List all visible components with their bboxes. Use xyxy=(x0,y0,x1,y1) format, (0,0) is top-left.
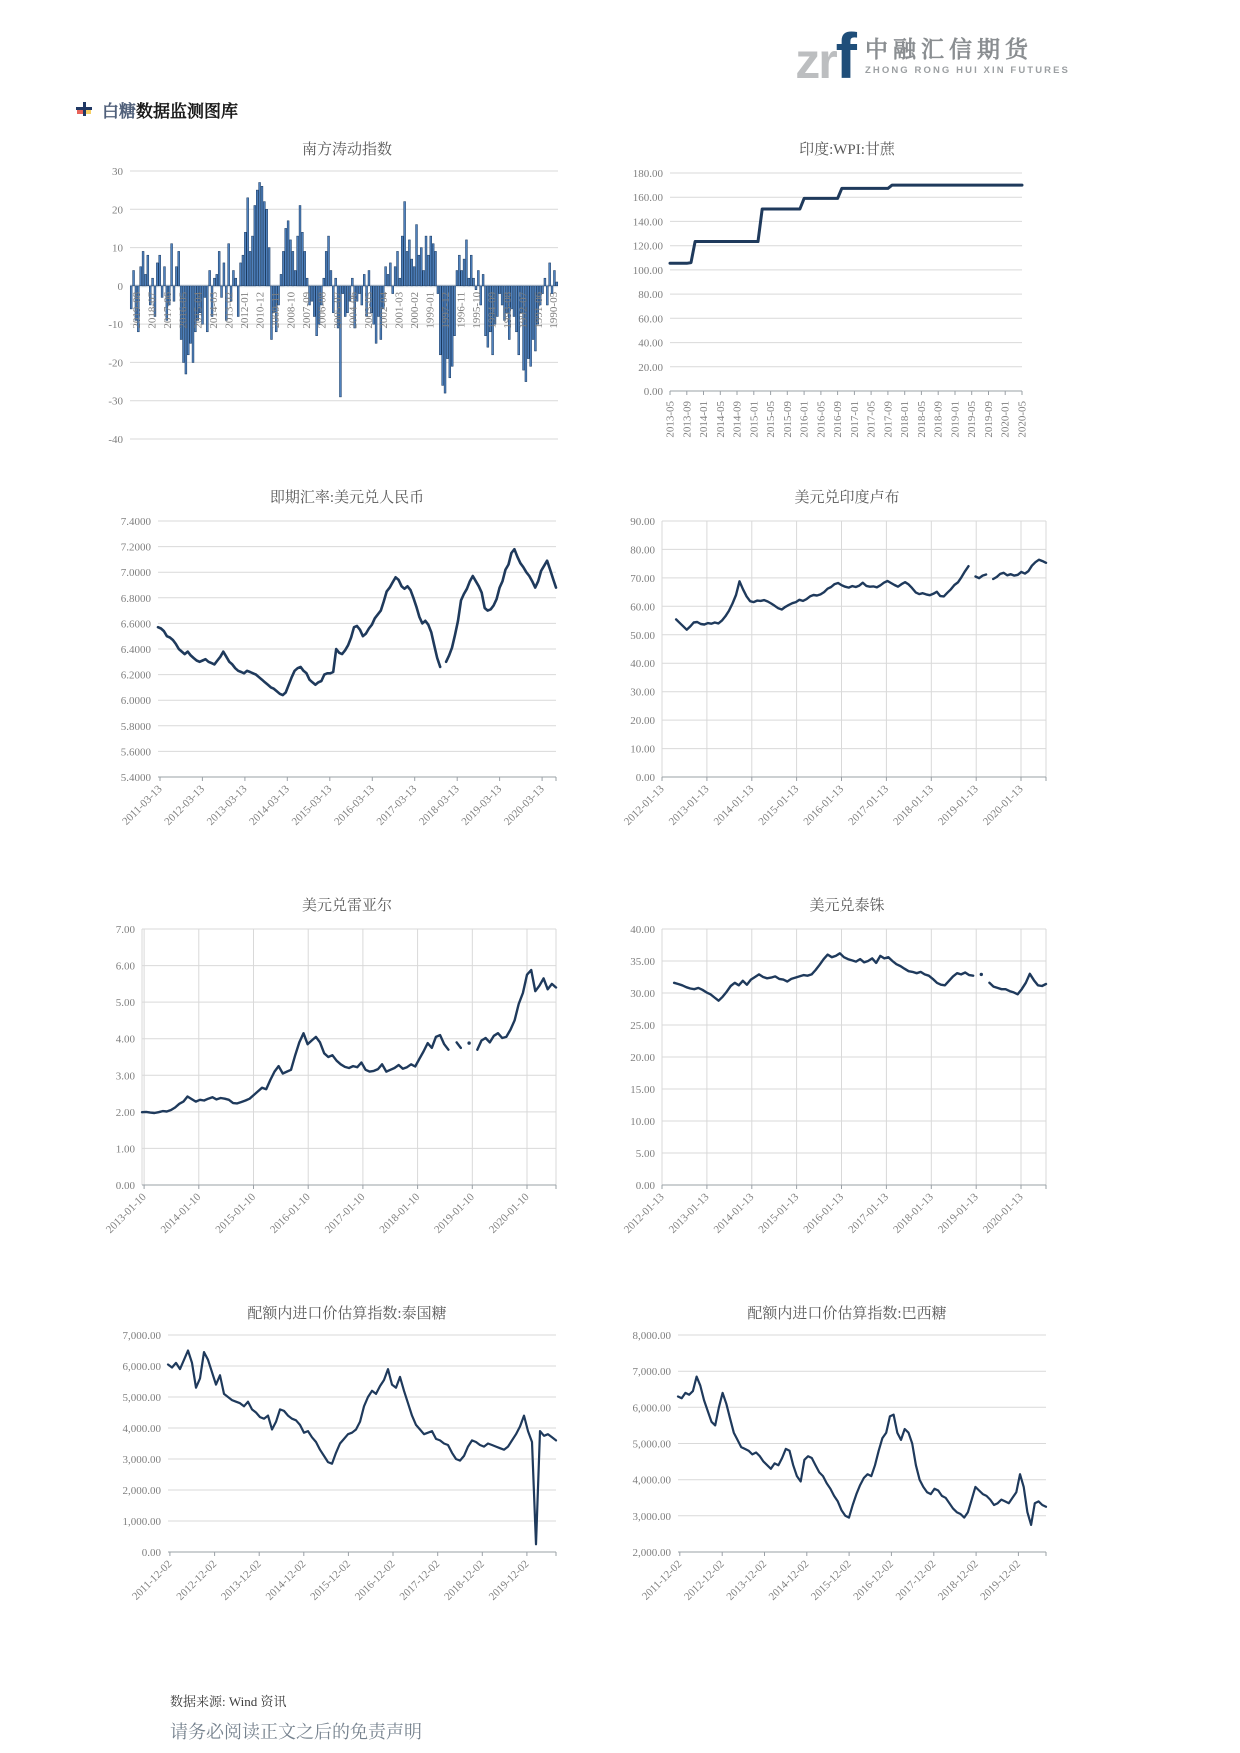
svg-text:2018-01-10: 2018-01-10 xyxy=(377,1191,423,1236)
svg-text:2015-09: 2015-09 xyxy=(781,401,794,438)
svg-text:2013-05: 2013-05 xyxy=(664,401,677,438)
svg-text:2013-09: 2013-09 xyxy=(681,401,694,438)
chart-canvas-wpi xyxy=(582,161,1062,461)
svg-text:1992-07: 1992-07 xyxy=(517,291,530,329)
svg-text:70.00: 70.00 xyxy=(630,572,655,585)
svg-text:0.00: 0.00 xyxy=(635,772,655,784)
svg-text:2019-01: 2019-01 xyxy=(949,401,962,438)
svg-text:2013-02: 2013-02 xyxy=(223,291,236,329)
svg-text:7.2000: 7.2000 xyxy=(120,541,151,554)
svg-text:2016-05: 2016-05 xyxy=(177,291,190,329)
svg-text:5.6000: 5.6000 xyxy=(120,746,151,759)
svg-text:2013-01-10: 2013-01-10 xyxy=(103,1191,149,1236)
svg-text:7.00: 7.00 xyxy=(115,924,135,936)
svg-text:-20: -20 xyxy=(108,357,123,370)
svg-text:10.00: 10.00 xyxy=(630,743,655,756)
page-title xyxy=(102,97,238,122)
svg-text:2017-05: 2017-05 xyxy=(865,401,878,438)
svg-text:80.00: 80.00 xyxy=(638,289,663,302)
svg-text:2016-01-10: 2016-01-10 xyxy=(268,1191,313,1236)
svg-text:20.00: 20.00 xyxy=(630,715,655,728)
svg-text:6.8000: 6.8000 xyxy=(120,592,151,605)
svg-text:140.00: 140.00 xyxy=(632,216,663,229)
svg-text:7,000.00: 7,000.00 xyxy=(632,1366,671,1379)
page-header xyxy=(0,0,1240,92)
svg-text:2014-01-13: 2014-01-13 xyxy=(711,1191,757,1236)
chart-canvas-brazil-sugar xyxy=(582,1325,1062,1660)
svg-text:6,000.00: 6,000.00 xyxy=(122,1361,161,1373)
svg-text:2003-05: 2003-05 xyxy=(362,291,375,329)
logo-zr-text: zr xyxy=(795,32,836,89)
svg-text:2013-03-13: 2013-03-13 xyxy=(204,783,250,828)
svg-text:2020-03-13: 2020-03-13 xyxy=(501,783,547,828)
chart-title: 美元兑印度卢布 xyxy=(794,490,900,506)
chart-title: 配额内进口价估算指数:泰国糖 xyxy=(247,1306,447,1322)
svg-text:2011-12-02: 2011-12-02 xyxy=(130,1558,175,1603)
chart-title: 美元兑泰铢 xyxy=(809,898,885,914)
chart-canvas-inr xyxy=(582,509,1062,869)
chart-canvas-thai-sugar xyxy=(72,1325,572,1660)
svg-text:5.8000: 5.8000 xyxy=(120,720,151,733)
chart-southern-oscillation-index xyxy=(72,138,582,466)
svg-text:2000-02: 2000-02 xyxy=(409,291,422,329)
svg-text:4,000.00: 4,000.00 xyxy=(122,1423,161,1435)
svg-text:5,000.00: 5,000.00 xyxy=(632,1438,671,1451)
svg-text:40.00: 40.00 xyxy=(630,658,655,671)
svg-text:2018-09: 2018-09 xyxy=(932,401,945,438)
svg-text:1999-01: 1999-01 xyxy=(424,291,437,329)
page-title-prefix: 白糖 xyxy=(102,101,136,121)
svg-text:20.00: 20.00 xyxy=(638,361,663,374)
svg-text:2014-03: 2014-03 xyxy=(208,291,221,329)
chart-title: 美元兑雷亚尔 xyxy=(301,898,392,914)
svg-text:1993-08: 1993-08 xyxy=(501,291,514,329)
svg-text:2018-05: 2018-05 xyxy=(915,401,928,438)
svg-text:2008-10: 2008-10 xyxy=(285,291,298,329)
svg-text:2019-09: 2019-09 xyxy=(983,401,996,438)
svg-text:6.4000: 6.4000 xyxy=(120,644,151,656)
svg-text:50.00: 50.00 xyxy=(630,629,655,642)
charts-grid xyxy=(72,138,1082,1665)
svg-text:2006-08: 2006-08 xyxy=(316,291,329,329)
svg-text:2019-08: 2019-08 xyxy=(130,291,143,329)
page-title-rest: 数据监测图库 xyxy=(136,101,238,121)
svg-text:100.00: 100.00 xyxy=(632,264,663,277)
svg-text:2016-09: 2016-09 xyxy=(832,401,845,438)
chart-thai-sugar-import-index xyxy=(72,1302,582,1665)
chart-usd-brl xyxy=(72,894,582,1282)
svg-text:2017-01: 2017-01 xyxy=(848,401,861,438)
svg-text:30.00: 30.00 xyxy=(630,988,655,1000)
svg-text:6.2000: 6.2000 xyxy=(120,669,151,682)
svg-text:2019-05: 2019-05 xyxy=(966,401,979,438)
logo-wordmark xyxy=(865,36,1070,75)
chart-canvas-brl xyxy=(72,917,572,1277)
svg-text:80.00: 80.00 xyxy=(630,544,655,557)
svg-text:8,000.00: 8,000.00 xyxy=(632,1330,671,1342)
svg-text:2020-05: 2020-05 xyxy=(1016,401,1029,438)
svg-text:2019-12-02: 2019-12-02 xyxy=(486,1558,532,1603)
svg-text:1996-11: 1996-11 xyxy=(455,291,468,329)
svg-text:2019-01-13: 2019-01-13 xyxy=(936,783,981,828)
svg-text:-10: -10 xyxy=(108,319,123,332)
svg-text:2009-11: 2009-11 xyxy=(270,291,283,329)
svg-text:7.4000: 7.4000 xyxy=(120,516,151,528)
svg-text:3,000.00: 3,000.00 xyxy=(632,1510,671,1523)
page-footer xyxy=(170,1691,1240,1744)
chart-brazil-sugar-import-index xyxy=(582,1302,1072,1665)
svg-text:2013-12-02: 2013-12-02 xyxy=(219,1558,264,1603)
svg-text:0.00: 0.00 xyxy=(115,1180,135,1192)
chart-title: 南方涛动指数 xyxy=(301,142,392,158)
svg-text:10: 10 xyxy=(112,242,123,255)
svg-text:2012-01-13: 2012-01-13 xyxy=(621,783,667,828)
svg-text:2015-04: 2015-04 xyxy=(192,291,205,329)
svg-text:2017-01-13: 2017-01-13 xyxy=(846,1191,892,1236)
svg-text:2011-03-13: 2011-03-13 xyxy=(120,783,165,828)
svg-text:0.00: 0.00 xyxy=(643,386,663,398)
svg-text:2017-06: 2017-06 xyxy=(161,291,174,329)
svg-text:2005-07: 2005-07 xyxy=(331,291,344,329)
svg-text:35.00: 35.00 xyxy=(630,956,655,968)
svg-text:180.00: 180.00 xyxy=(632,168,663,180)
chart-canvas-thb xyxy=(582,917,1062,1277)
svg-text:2018-12-02: 2018-12-02 xyxy=(442,1558,487,1603)
svg-text:2015-03-13: 2015-03-13 xyxy=(289,783,335,828)
svg-text:0.00: 0.00 xyxy=(635,1180,655,1192)
svg-text:2011-12-02: 2011-12-02 xyxy=(639,1558,685,1603)
section-title-row xyxy=(76,94,1240,124)
svg-text:2013-01-13: 2013-01-13 xyxy=(666,1191,712,1236)
svg-text:1,000.00: 1,000.00 xyxy=(122,1516,161,1528)
svg-text:2013-01-13: 2013-01-13 xyxy=(666,783,712,828)
svg-text:2015-05: 2015-05 xyxy=(765,401,778,438)
svg-text:7,000.00: 7,000.00 xyxy=(122,1330,161,1342)
svg-text:2004-06: 2004-06 xyxy=(347,291,360,329)
svg-text:2014-01: 2014-01 xyxy=(698,401,711,438)
svg-text:2020-01-10: 2020-01-10 xyxy=(486,1191,532,1236)
company-logo xyxy=(795,20,1070,92)
svg-text:2001-03: 2001-03 xyxy=(393,291,406,329)
svg-text:-30: -30 xyxy=(108,395,123,408)
svg-text:7.0000: 7.0000 xyxy=(120,567,151,580)
data-source-note: 数据来源: Wind 资讯 xyxy=(170,1694,287,1709)
svg-text:3,000.00: 3,000.00 xyxy=(122,1454,161,1466)
svg-text:2015-01: 2015-01 xyxy=(748,401,761,438)
chart-usd-inr xyxy=(582,486,1072,874)
svg-text:2020-01-13: 2020-01-13 xyxy=(980,1191,1026,1236)
svg-text:1994-09: 1994-09 xyxy=(486,291,499,329)
chart-canvas-cny xyxy=(72,509,572,869)
svg-text:1991-06: 1991-06 xyxy=(532,291,545,329)
svg-text:2,000.00: 2,000.00 xyxy=(632,1547,671,1559)
svg-text:40.00: 40.00 xyxy=(638,337,663,350)
svg-text:2016-01-13: 2016-01-13 xyxy=(801,783,847,828)
svg-text:2.00: 2.00 xyxy=(115,1106,135,1119)
svg-text:30: 30 xyxy=(112,166,123,178)
svg-text:2017-01-10: 2017-01-10 xyxy=(322,1191,368,1236)
svg-text:-40: -40 xyxy=(108,434,123,446)
svg-text:2019-12-02: 2019-12-02 xyxy=(978,1558,1024,1603)
svg-text:2017-09: 2017-09 xyxy=(882,401,895,438)
svg-text:25.00: 25.00 xyxy=(630,1020,655,1032)
chart-title: 配额内进口价估算指数:巴西糖 xyxy=(747,1306,947,1322)
svg-text:2018-01-13: 2018-01-13 xyxy=(891,783,936,828)
svg-text:6.0000: 6.0000 xyxy=(120,695,151,708)
svg-text:2016-12-02: 2016-12-02 xyxy=(851,1558,897,1603)
chart-usd-cny xyxy=(72,486,582,874)
svg-text:0: 0 xyxy=(117,280,123,293)
svg-text:2013-12-02: 2013-12-02 xyxy=(724,1558,770,1603)
svg-text:2018-03-13: 2018-03-13 xyxy=(417,783,462,828)
logo-company-name-en: ZHONG RONG HUI XIN FUTURES xyxy=(864,64,1070,76)
svg-text:2012-01-13: 2012-01-13 xyxy=(621,1191,667,1236)
svg-text:4,000.00: 4,000.00 xyxy=(632,1474,671,1487)
logo-zrf-mark xyxy=(795,20,855,92)
svg-text:5.00: 5.00 xyxy=(115,997,135,1010)
svg-text:2014-12-02: 2014-12-02 xyxy=(766,1558,812,1603)
svg-text:160.00: 160.00 xyxy=(632,192,663,205)
svg-text:20: 20 xyxy=(112,204,123,217)
svg-text:90.00: 90.00 xyxy=(630,516,655,528)
svg-text:1990-05: 1990-05 xyxy=(548,291,561,329)
svg-text:1.00: 1.00 xyxy=(115,1143,135,1156)
svg-text:5.00: 5.00 xyxy=(635,1148,655,1160)
svg-text:2014-09: 2014-09 xyxy=(731,401,744,438)
svg-text:2018-12-02: 2018-12-02 xyxy=(935,1558,981,1603)
svg-text:2007-09: 2007-09 xyxy=(300,291,313,329)
svg-text:2015-12-02: 2015-12-02 xyxy=(308,1558,354,1603)
svg-text:1997-12: 1997-12 xyxy=(440,291,453,329)
svg-text:2014-01-13: 2014-01-13 xyxy=(711,783,757,828)
logo-f-text: f xyxy=(835,20,855,92)
svg-text:20.00: 20.00 xyxy=(630,1052,655,1064)
svg-text:2017-12-02: 2017-12-02 xyxy=(893,1558,939,1603)
svg-text:3.00: 3.00 xyxy=(115,1070,135,1083)
svg-text:4.00: 4.00 xyxy=(115,1033,135,1046)
svg-text:2017-12-02: 2017-12-02 xyxy=(397,1558,443,1603)
svg-text:2016-12-02: 2016-12-02 xyxy=(352,1558,398,1603)
svg-text:2018-01: 2018-01 xyxy=(899,401,912,438)
chart-india-wpi-sugarcane xyxy=(582,138,1072,466)
svg-text:120.00: 120.00 xyxy=(632,240,663,253)
svg-text:6,000.00: 6,000.00 xyxy=(632,1402,671,1415)
svg-text:60.00: 60.00 xyxy=(638,313,663,326)
svg-text:5,000.00: 5,000.00 xyxy=(122,1392,161,1404)
svg-text:2015-01-13: 2015-01-13 xyxy=(756,783,802,828)
svg-text:2015-12-02: 2015-12-02 xyxy=(808,1558,854,1603)
logo-company-name-cn: 中融汇信期货 xyxy=(864,36,1033,63)
svg-text:2014-05: 2014-05 xyxy=(714,401,727,438)
chart-title: 即期汇率:美元兑人民币 xyxy=(269,490,425,506)
svg-text:2010-12: 2010-12 xyxy=(254,291,267,329)
svg-text:2016-05: 2016-05 xyxy=(815,401,828,438)
disclaimer-note: 请务必阅读正文之后的免责声明 xyxy=(170,1722,422,1742)
svg-text:15.00: 15.00 xyxy=(630,1084,655,1096)
svg-text:2015-01-13: 2015-01-13 xyxy=(756,1191,802,1236)
svg-text:60.00: 60.00 xyxy=(630,601,655,614)
svg-text:2018-07: 2018-07 xyxy=(146,291,159,329)
svg-text:30.00: 30.00 xyxy=(630,686,655,699)
svg-text:10.00: 10.00 xyxy=(630,1116,655,1128)
svg-text:6.6000: 6.6000 xyxy=(120,618,151,631)
chart-usd-thb xyxy=(582,894,1072,1282)
svg-text:2012-01: 2012-01 xyxy=(239,291,252,329)
svg-text:2012-12-02: 2012-12-02 xyxy=(682,1558,727,1603)
svg-text:2015-01-10: 2015-01-10 xyxy=(213,1191,259,1236)
svg-text:2019-03-13: 2019-03-13 xyxy=(459,783,505,828)
svg-text:2014-03-13: 2014-03-13 xyxy=(247,783,292,828)
svg-text:2017-01-13: 2017-01-13 xyxy=(846,783,892,828)
svg-text:2014-01-10: 2014-01-10 xyxy=(158,1191,204,1236)
svg-text:2019-01-10: 2019-01-10 xyxy=(432,1191,477,1236)
svg-text:2020-01: 2020-01 xyxy=(999,401,1012,438)
svg-text:2016-01-13: 2016-01-13 xyxy=(801,1191,847,1236)
svg-text:1995-10: 1995-10 xyxy=(470,291,483,329)
section-bullet-icon xyxy=(76,101,92,117)
svg-text:2012-03-13: 2012-03-13 xyxy=(162,783,208,828)
svg-text:0.00: 0.00 xyxy=(141,1547,161,1559)
svg-text:2019-01-13: 2019-01-13 xyxy=(936,1191,981,1236)
svg-text:5.4000: 5.4000 xyxy=(120,772,151,784)
svg-text:2016-03-13: 2016-03-13 xyxy=(332,783,377,828)
svg-text:2014-12-02: 2014-12-02 xyxy=(263,1558,309,1603)
svg-text:2018-01-13: 2018-01-13 xyxy=(891,1191,936,1236)
svg-text:2,000.00: 2,000.00 xyxy=(122,1485,161,1497)
chart-canvas-soi xyxy=(72,161,572,461)
svg-text:2002-04: 2002-04 xyxy=(378,291,391,329)
svg-text:2017-03-13: 2017-03-13 xyxy=(374,783,420,828)
svg-text:2020-01-13: 2020-01-13 xyxy=(980,783,1026,828)
svg-text:6.00: 6.00 xyxy=(115,960,135,973)
svg-text:40.00: 40.00 xyxy=(630,924,655,936)
chart-title: 印度:WPI:甘蔗 xyxy=(799,142,895,158)
svg-text:2016-01: 2016-01 xyxy=(798,401,811,438)
svg-text:2012-12-02: 2012-12-02 xyxy=(174,1558,220,1603)
